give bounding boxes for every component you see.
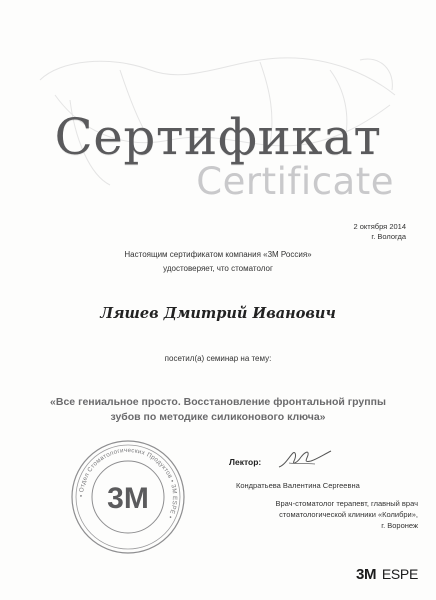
issue-date: 2 октября 2014 <box>353 222 406 231</box>
certificate-title-english: Certificate <box>196 160 394 203</box>
lector-desc-line-2: стоматологической клиники «Колибри», <box>279 510 418 519</box>
logo-product: ESPE <box>381 566 418 582</box>
lector-description <box>248 498 418 531</box>
seminar-topic <box>40 395 396 425</box>
recipient-name: Ляшев Дмитрий Иванович <box>100 305 336 322</box>
intro-line-1: Настоящим сертификатом компания «3М Россия» <box>124 250 312 259</box>
seminar-topic-line-2: зубов по методике силиконового ключа» <box>110 411 326 423</box>
certificate-title: Сертификат <box>54 108 382 166</box>
lector-name: Кондратьева Валентина Сергеевна <box>236 481 360 490</box>
seal-ring-text: • Отдел Стоматологических Продуктов • 3M ESPE • <box>77 446 179 520</box>
logo-brand: 3M <box>356 566 377 583</box>
intro-line-2: удостоверяет, что стоматолог <box>163 264 273 273</box>
issue-city: г. Вологда <box>371 232 406 241</box>
seal-3m-logo: 3M <box>107 482 149 515</box>
3m-espe-logo <box>356 566 418 583</box>
lector-desc-line-1: Врач-стоматолог терапевт, главный врач <box>275 499 418 508</box>
attended-line: посетил(а) семинар на тему: <box>164 354 272 363</box>
lector-signature <box>275 445 335 475</box>
company-seal <box>68 437 188 557</box>
lector-desc-line-3: г. Воронеж <box>381 521 418 530</box>
seminar-topic-line-1: «Все гениальное просто. Восстановление фронтальной группы <box>50 396 386 408</box>
lector-label: Лектор: <box>229 457 262 467</box>
issue-date-block <box>354 222 407 242</box>
